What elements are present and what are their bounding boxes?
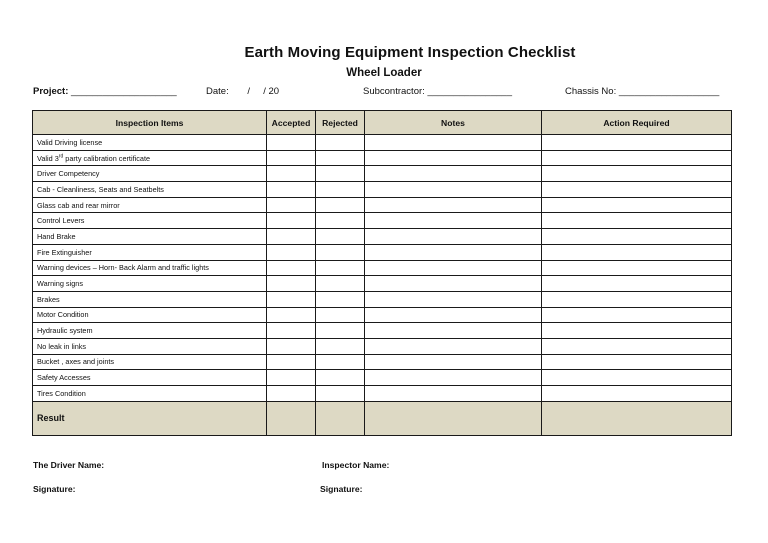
action-cell[interactable] [542,307,732,323]
accepted-cell[interactable] [267,182,316,198]
rejected-cell[interactable] [316,182,365,198]
rejected-cell[interactable] [316,386,365,402]
notes-cell[interactable] [365,166,542,182]
notes-cell[interactable] [365,260,542,276]
notes-cell[interactable] [365,197,542,213]
accepted-cell[interactable] [267,244,316,260]
item-label: Fire Extinguisher [33,244,267,260]
notes-cell[interactable] [365,135,542,151]
rejected-cell[interactable] [316,166,365,182]
rejected-cell[interactable] [316,260,365,276]
notes-cell[interactable] [365,370,542,386]
table-row [33,291,732,307]
notes-cell[interactable] [365,182,542,198]
item-label: Brakes [33,291,267,307]
accepted-cell[interactable] [267,307,316,323]
accepted-cell[interactable] [267,260,316,276]
notes-cell[interactable] [365,338,542,354]
rejected-cell[interactable] [316,135,365,151]
action-cell[interactable] [542,229,732,245]
table-row [33,229,732,245]
accepted-cell[interactable] [267,150,316,166]
header-action-required: Action Required [542,111,732,135]
accepted-cell[interactable] [267,213,316,229]
result-notes-cell[interactable] [365,401,542,435]
action-cell[interactable] [542,244,732,260]
rejected-cell[interactable] [316,150,365,166]
subcontractor-value[interactable]: ________________ [427,86,512,97]
table-row [33,354,732,370]
item-label: Glass cab and rear mirror [33,197,267,213]
ordinal-suffix: rd [58,153,64,160]
rejected-cell[interactable] [316,291,365,307]
table-row [33,166,732,182]
chassis-field[interactable] [565,86,719,97]
action-cell[interactable] [542,260,732,276]
table-row [33,276,732,292]
table-row [33,307,732,323]
notes-cell[interactable] [365,323,542,339]
item-label: Hand Brake [33,229,267,245]
rejected-cell[interactable] [316,354,365,370]
project-label: Project: [33,86,69,97]
rejected-cell[interactable] [316,370,365,386]
header-accepted: Accepted [267,111,316,135]
action-cell[interactable] [542,166,732,182]
table-row [33,370,732,386]
action-cell[interactable] [542,197,732,213]
inspector-signature-label: Signature: [320,484,363,494]
notes-cell[interactable] [365,291,542,307]
subcontractor-label: Subcontractor: [363,86,425,97]
accepted-cell[interactable] [267,338,316,354]
header-rejected: Rejected [316,111,365,135]
result-row [33,401,732,435]
chassis-label: Chassis No: [565,86,617,97]
result-rejected-cell[interactable] [316,401,365,435]
notes-cell[interactable] [365,307,542,323]
action-cell[interactable] [542,354,732,370]
item-label: Motor Condition [33,307,267,323]
table-row [33,323,732,339]
result-action-cell[interactable] [542,401,732,435]
chassis-value[interactable]: ___________________ [618,86,720,97]
notes-cell[interactable] [365,244,542,260]
item-label: No leak in links [33,338,267,354]
rejected-cell[interactable] [316,213,365,229]
accepted-cell[interactable] [267,323,316,339]
date-field[interactable] [206,86,279,97]
accepted-cell[interactable] [267,291,316,307]
subcontractor-field[interactable] [363,86,512,97]
action-cell[interactable] [542,276,732,292]
table-row [33,182,732,198]
driver-name-label: The Driver Name: [33,460,105,470]
header-notes: Notes [365,111,542,135]
table-header-row [33,111,732,135]
result-accepted-cell[interactable] [267,401,316,435]
item-label: Valid Driving license [33,135,267,151]
accepted-cell[interactable] [267,166,316,182]
table-row [33,386,732,402]
rejected-cell[interactable] [316,338,365,354]
accepted-cell[interactable] [267,370,316,386]
rejected-cell[interactable] [316,229,365,245]
project-value[interactable]: ____________________ [71,86,177,97]
document-subtitle: Wheel Loader [346,67,422,79]
item-label: Tires Condition [33,386,267,402]
action-cell[interactable] [542,370,732,386]
action-cell[interactable] [542,386,732,402]
notes-cell[interactable] [365,276,542,292]
table-row [33,135,732,151]
notes-cell[interactable] [365,386,542,402]
table-row [33,338,732,354]
rejected-cell[interactable] [316,276,365,292]
inspector-name-label: Inspector Name: [322,460,390,470]
item-label: Hydraulic system [33,323,267,339]
table-row [33,260,732,276]
action-cell[interactable] [542,213,732,229]
accepted-cell[interactable] [267,229,316,245]
item-label: Warning devices – Horn- Back Alarm and traffic lights [33,260,267,276]
date-value[interactable]: / / 20 [247,86,280,97]
table-row [33,244,732,260]
date-label: Date: [206,86,229,97]
project-field[interactable] [33,86,177,97]
accepted-cell[interactable] [267,354,316,370]
item-label: Driver Competency [33,166,267,182]
driver-signature-label: Signature: [33,484,76,494]
item-label: Valid 3rd party calibration certificate [33,150,267,166]
rejected-cell[interactable] [316,244,365,260]
action-cell[interactable] [542,135,732,151]
rejected-cell[interactable] [316,307,365,323]
table-row [33,197,732,213]
header-inspection-items: Inspection Items [33,111,267,135]
notes-cell[interactable] [365,213,542,229]
notes-cell[interactable] [365,229,542,245]
action-cell[interactable] [542,338,732,354]
table-row [33,213,732,229]
item-label: Safety Accesses [33,370,267,386]
rejected-cell[interactable] [316,197,365,213]
inspection-table [32,110,732,436]
action-cell[interactable] [542,323,732,339]
action-cell[interactable] [542,150,732,166]
action-cell[interactable] [542,291,732,307]
action-cell[interactable] [542,182,732,198]
notes-cell[interactable] [365,150,542,166]
item-label: Bucket , axes and joints [33,354,267,370]
table-row [33,150,732,166]
document-title: Earth Moving Equipment Inspection Checklist [244,44,576,61]
notes-cell[interactable] [365,354,542,370]
result-label: Result [33,401,267,435]
accepted-cell[interactable] [267,276,316,292]
item-label: Cab - Cleanliness, Seats and Seatbelts [33,182,267,198]
accepted-cell[interactable] [267,197,316,213]
accepted-cell[interactable] [267,135,316,151]
rejected-cell[interactable] [316,323,365,339]
item-label: Warning signs [33,276,267,292]
item-label: Control Levers [33,213,267,229]
accepted-cell[interactable] [267,386,316,402]
